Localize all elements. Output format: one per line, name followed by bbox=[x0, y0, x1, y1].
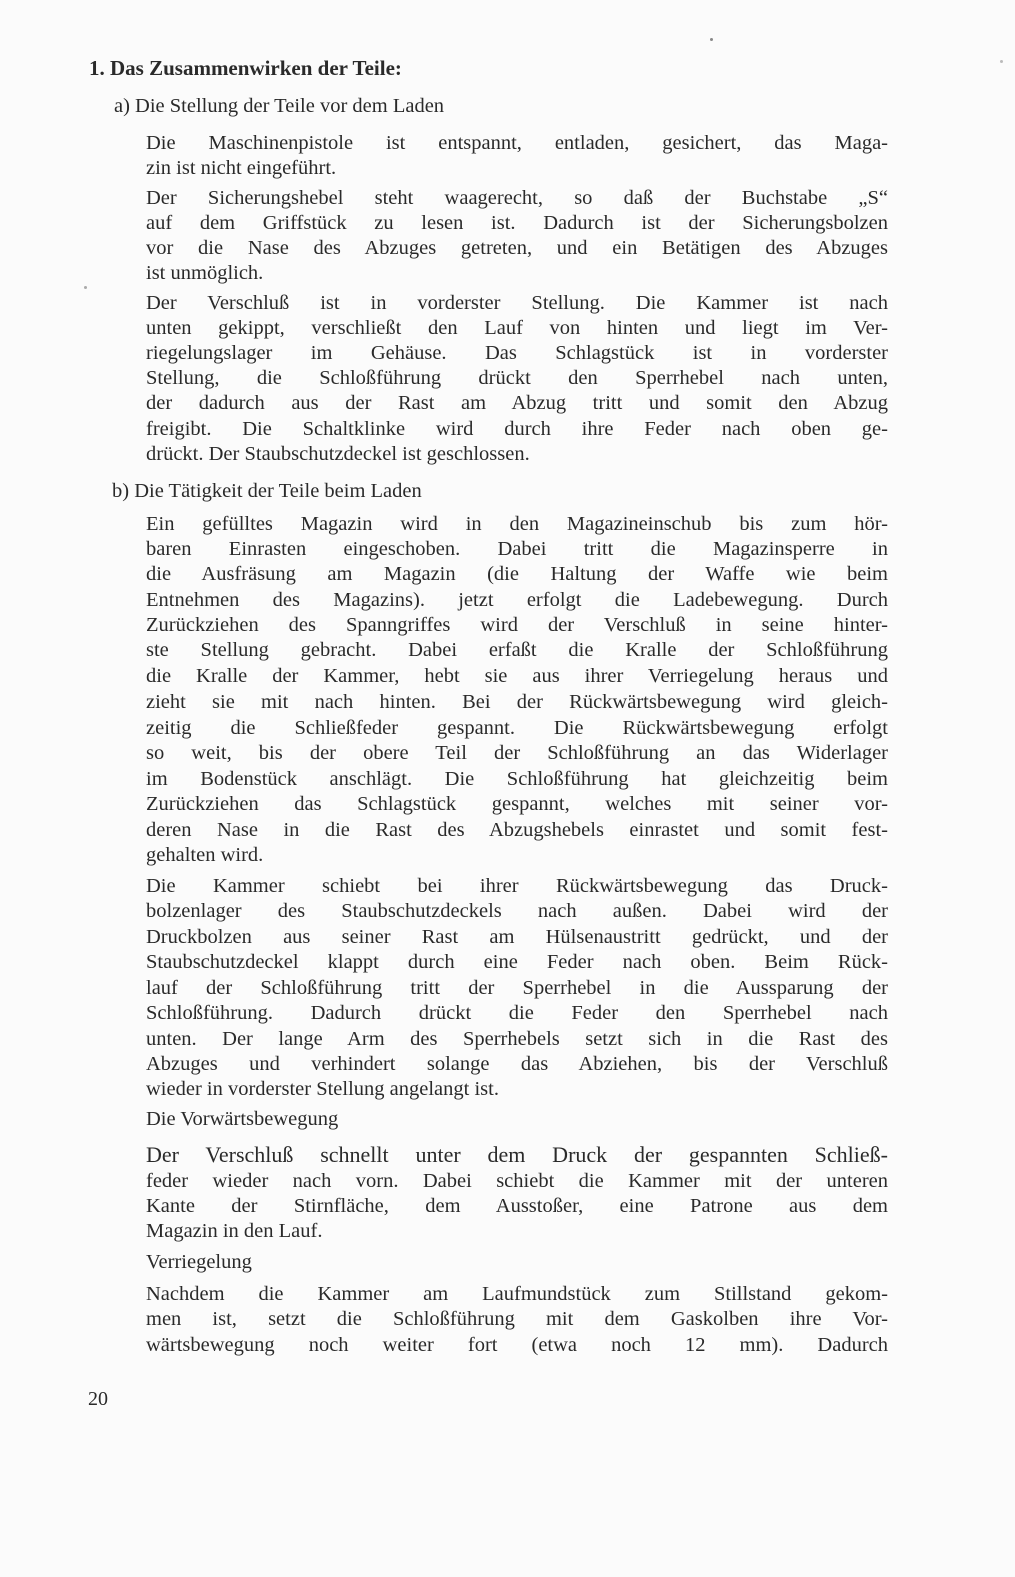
text-line: deren Nase in die Rast des Abzugshebels einrastet und somit fest- bbox=[146, 819, 888, 841]
subsection-b-title: b) Die Tätigkeit der Teile beim Laden bbox=[112, 480, 422, 502]
text-line: men ist, setzt die Schloßführung mit dem Gaskolben ihre Vor- bbox=[146, 1308, 888, 1330]
text-line: Druckbolzen aus seiner Rast am Hülsenaustritt gedrückt, und der bbox=[146, 926, 888, 948]
text-line: Ein gefülltes Magazin wird in den Magazineinschub bis zum hör- bbox=[146, 513, 888, 535]
text-line: gehalten wird. bbox=[146, 844, 264, 866]
text-line: der dadurch aus der Rast am Abzug tritt und somit den Abzug bbox=[146, 392, 888, 414]
text-line: riegelungslager im Gehäuse. Das Schlagstück ist in vorderster bbox=[146, 342, 888, 364]
subheading-locking: Verriegelung bbox=[146, 1251, 252, 1273]
text-line: freigibt. Die Schaltklinke wird durch ihre Feder nach oben ge- bbox=[146, 418, 888, 440]
text-line: Zurückziehen das Schlagstück gespannt, welches mit seiner vor- bbox=[146, 793, 888, 815]
section-heading: 1. Das Zusammenwirken der Teile: bbox=[89, 56, 402, 80]
subheading-forward-movement: Die Vorwärtsbewegung bbox=[146, 1108, 339, 1130]
text-line: Die Maschinenpistole ist entspannt, entladen, gesichert, das Maga- bbox=[146, 132, 888, 154]
scan-speck bbox=[710, 38, 713, 41]
text-line: Nachdem die Kammer am Laufmundstück zum Stillstand gekom- bbox=[146, 1283, 888, 1305]
text-line: wieder in vorderster Stellung angelangt ist. bbox=[146, 1078, 499, 1100]
text-line: Schloßführung. Dadurch drückt die Feder den Sperrhebel nach bbox=[146, 1002, 888, 1024]
text-line: zin ist nicht eingeführt. bbox=[146, 157, 337, 179]
page-number: 20 bbox=[88, 1388, 108, 1410]
text-line: zieht sie mit nach hinten. Bei der Rückwärtsbewegung wird gleich- bbox=[146, 691, 888, 713]
scan-speck bbox=[84, 286, 87, 289]
text-line: bolzenlager des Staubschutzdeckels nach außen. Dabei wird der bbox=[146, 900, 888, 922]
text-line: Staubschutzdeckel klappt durch eine Feder nach oben. Beim Rück- bbox=[146, 951, 888, 973]
text-line: ist unmöglich. bbox=[146, 262, 264, 284]
text-line: lauf der Schloßführung tritt der Sperrhebel in die Aussparung der bbox=[146, 977, 888, 999]
text-line: Abzuges und verhindert solange das Abziehen, bis der Verschluß bbox=[146, 1053, 888, 1075]
text-line: Entnehmen des Magazins). jetzt erfolgt die Ladebewegung. Durch bbox=[146, 589, 888, 611]
text-line: feder wieder nach vorn. Dabei schiebt die Kammer mit der unteren bbox=[146, 1170, 888, 1192]
text-line: Der Verschluß schnellt unter dem Druck der gespannten Schließ- bbox=[146, 1142, 888, 1167]
text-line: vor die Nase des Abzuges getreten, und ein Betätigen des Abzuges bbox=[146, 237, 888, 259]
text-line: Magazin in den Lauf. bbox=[146, 1220, 323, 1242]
text-line: die Ausfräsung am Magazin (die Haltung der Waffe wie beim bbox=[146, 563, 888, 585]
text-line: ste Stellung gebracht. Dabei erfaßt die Kralle der Schloßführung bbox=[146, 639, 888, 661]
text-line: Stellung, die Schloßführung drückt den Sperrhebel nach unten, bbox=[146, 367, 888, 389]
text-line: so weit, bis der obere Teil der Schloßführung an das Widerlager bbox=[146, 742, 888, 764]
text-line: baren Einrasten eingeschoben. Dabei tritt die Magazinsperre in bbox=[146, 538, 888, 560]
text-line: zeitig die Schließfeder gespannt. Die Rückwärtsbewegung erfolgt bbox=[146, 717, 888, 739]
subsection-a-title: a) Die Stellung der Teile vor dem Laden bbox=[114, 95, 445, 117]
text-line: drückt. Der Staubschutzdeckel ist geschlossen. bbox=[146, 443, 530, 465]
text-line: Der Sicherungshebel steht waagerecht, so daß der Buchstabe „S“ bbox=[146, 187, 888, 209]
text-line: Kante der Stirnfläche, dem Ausstoßer, eine Patrone aus dem bbox=[146, 1195, 888, 1217]
text-line: Der Verschluß ist in vorderster Stellung. Die Kammer ist nach bbox=[146, 292, 888, 314]
text-line: Zurückziehen des Spanngriffes wird der Verschluß in seine hinter- bbox=[146, 614, 888, 636]
text-line: Die Kammer schiebt bei ihrer Rückwärtsbewegung das Druck- bbox=[146, 875, 888, 897]
text-line: unten. Der lange Arm des Sperrhebels setzt sich in die Rast des bbox=[146, 1028, 888, 1050]
text-line: im Bodenstück anschlägt. Die Schloßführung hat gleichzeitig beim bbox=[146, 768, 888, 790]
scan-speck bbox=[1000, 60, 1003, 63]
text-line: unten gekippt, verschließt den Lauf von hinten und liegt im Ver- bbox=[146, 317, 888, 339]
text-line: wärtsbewegung noch weiter fort (etwa noch 12 mm). Dadurch bbox=[146, 1334, 888, 1356]
text-line: die Kralle der Kammer, hebt sie aus ihrer Verriegelung heraus und bbox=[146, 665, 888, 687]
text-line: auf dem Griffstück zu lesen ist. Dadurch ist der Sicherungsbolzen bbox=[146, 212, 888, 234]
